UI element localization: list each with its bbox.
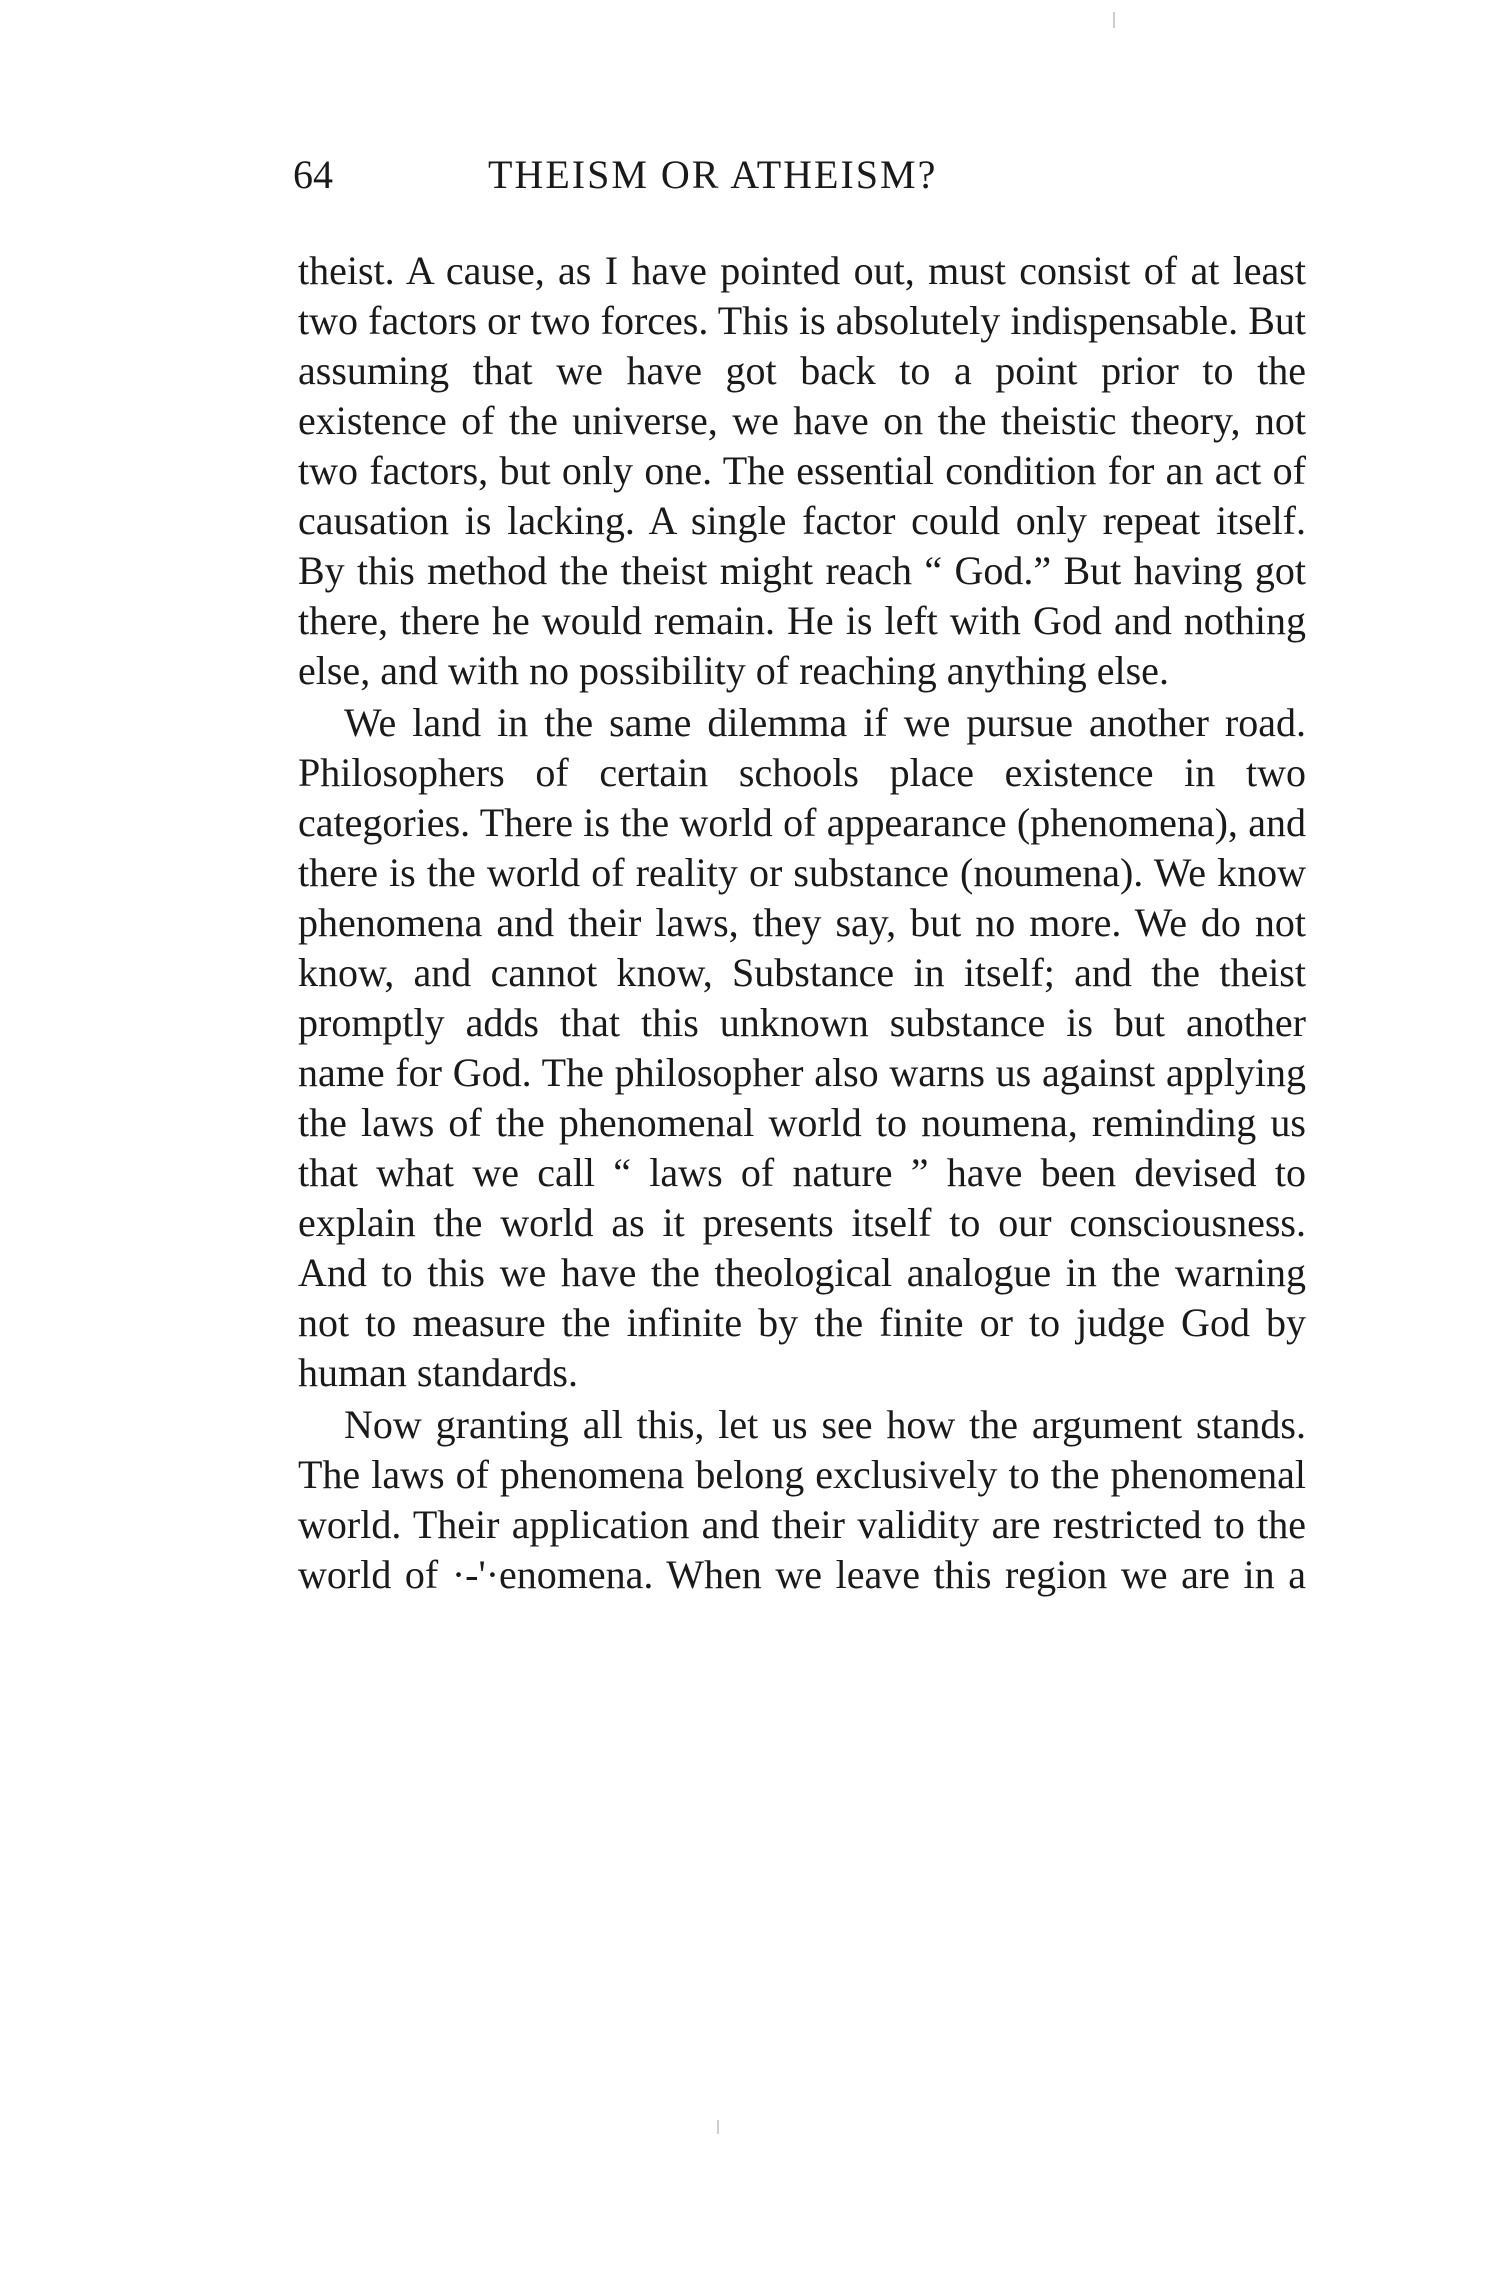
page-header bbox=[293, 145, 1318, 205]
paragraph-3: Now granting all this, let us see how the argument stands. The laws of phenomena belong exclusively to the phenomenal world. Their application and their validity are restricted to the world of ·-'·enomena. When we leave this region we are in a bbox=[298, 1402, 1306, 1597]
scan-speck bbox=[717, 2120, 719, 2134]
paragraph-1: theist. A cause, as I have pointed out, must consist of at least two factors or two forces. This is absolutely indispensable. But assuming that we have got back to a point prior to the existence of the universe, we have on the theistic theory, not two factors, but only one. The essential condition for an act of causation is lacking. A single factor could only repeat itself. By this method the theist might reach “ God.” But having got there, there he would remain. He is left with God and nothing else, and with no possibility of reaching anything else. bbox=[298, 248, 1306, 693]
page-number: 64 bbox=[293, 152, 333, 197]
paragraph-2: We land in the same dilemma if we pursue another road. Philosophers of certain schools place existence in two categories. There is the world of appearance (phenomena), and there is the world of reality or substance (noumena). We know phenomena and their laws, they say, but no more. We do not know, and cannot know, Substance in itself; and the theist promptly adds that this unknown substance is but another name for God. The philosopher also warns us against applying the laws of the phenomenal world to noumena, reminding us that what we call “ laws of nature ” have been devised to explain the world as it presents itself to our consciousness. And to this we have the theological analogue in the warning not to measure the infinite by the finite or to judge God by human standards. bbox=[298, 700, 1306, 1395]
running-head: THEISM OR ATHEISM? bbox=[488, 152, 938, 197]
body-text bbox=[298, 246, 1306, 1600]
scan-speck bbox=[1113, 12, 1115, 28]
